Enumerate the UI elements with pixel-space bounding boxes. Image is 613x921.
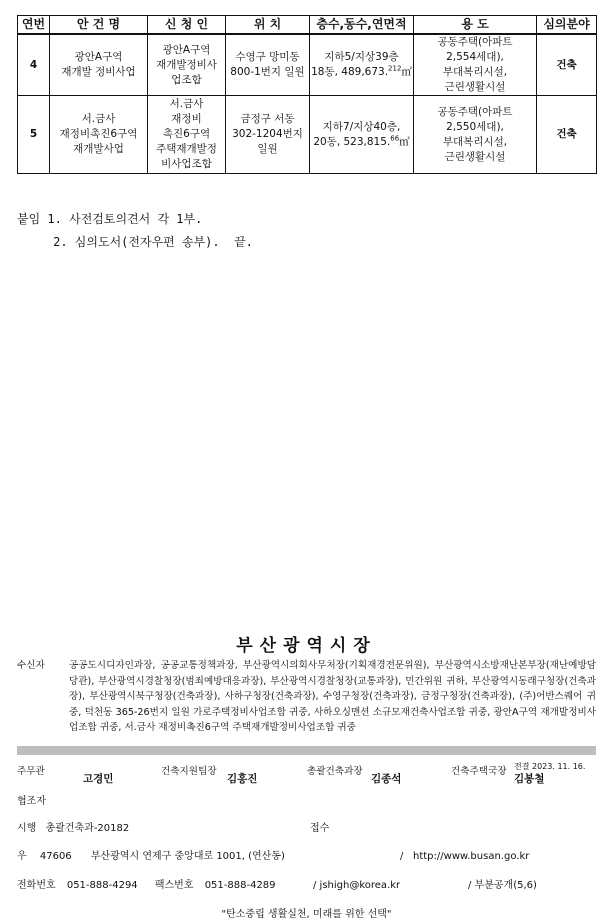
email-address[interactable]: / jshigh@korea.kr: [313, 880, 401, 891]
enforcement-label: 시행: [17, 823, 37, 834]
attachment-item-2: 2. 심의도서(전자우편 송부).: [53, 235, 220, 249]
review-table: [17, 15, 597, 174]
address-sep: /: [400, 851, 404, 862]
row-no: 4: [18, 34, 50, 96]
row-applicant: 서.금사 재정비 촉진6구역 주택재개발정 비사업조합: [148, 96, 226, 174]
address-line: [17, 850, 596, 864]
signer-1-name: 고경민: [83, 773, 114, 785]
postal-code: 47606: [39, 851, 72, 862]
col-header-floors: 층수,동수,연면적: [310, 16, 414, 35]
signer-2: [161, 766, 258, 785]
row-location: 수영구 망미동 800-1번지 일원: [226, 34, 310, 96]
address-text: 부산광역시 연제구 중앙대로 1001, (연산동): [90, 851, 285, 862]
postal-label: 우: [17, 851, 27, 862]
signer-2-name: 김홍진: [227, 773, 258, 785]
receipt-label: 접수: [310, 823, 330, 834]
enforcement-number: 총괄건축과-20182: [45, 823, 130, 834]
table-row: [18, 34, 597, 96]
row-use: 공동주택(아파트 2,554세대), 부대복리시설, 근린생활시설: [414, 34, 537, 96]
row-location: 금정구 서동 302-1204번지 일원: [226, 96, 310, 174]
row-floors: 지하5/지상39층 18동, 489,673.$^{212}$㎡: [310, 34, 414, 96]
col-header-location: 위 치: [226, 16, 310, 35]
row-name: 서.금사 재정비촉진6구역 재개발사업: [50, 96, 148, 174]
attachment-section: [17, 208, 253, 254]
signer-4-delegation: 전결 2023. 11. 16.: [514, 762, 586, 771]
col-header-applicant: 신 청 인: [148, 16, 226, 35]
signer-4-name: 김봉철: [514, 773, 545, 785]
table-row: [18, 96, 597, 174]
attachment-label: 붙임: [17, 212, 41, 226]
attachment-item-1: 1. 사전검토의견서 각 1부.: [47, 212, 203, 226]
end-mark: 끝.: [234, 235, 253, 249]
recipients-list: 공공도시디자인과장, 공공교통정책과장, 부산광역시의회사무처장(기획재경전문위원), 부산광역시소방재난본부장(재난예방담당관), 부산광역시경찰청장(범죄예방대응과장), 부산광역시경찰청장(교통과장), 민간위원 귀하, 부산광역시동래구청장(건축과장), 부산광역시북구청장(건축과장), 사하구청장(건축과장), 수영구청장(건축과장), 금정구청장(건축과장), (주)어반스퀘어 귀중, 덕천동 365-26번지 일원 가로주택정비사업조합 귀중, 사하오싱맨션 소규모재건축사업조합 귀중, 광안A구역 재개발정비사업조합 귀중, 서.금사 재정비촉진6구역 주택재개발정비사업조합 귀중: [69, 660, 596, 733]
col-header-name: 안 건 명: [50, 16, 148, 35]
recipients-section: [17, 658, 596, 736]
cooperator-label: 협조자: [17, 796, 46, 807]
signer-2-role: 건축지원팀장: [161, 766, 217, 777]
col-header-use: 용 도: [414, 16, 537, 35]
col-header-no: 연번: [18, 16, 50, 35]
recipients-label: 수신자: [17, 660, 45, 671]
table-header-row: [18, 16, 597, 35]
phone-label: 전화번호: [17, 880, 56, 891]
row-floors: 지하7/지상40층, 20동, 523,815.66㎡: [310, 96, 414, 174]
signer-3-name: 김종석: [371, 773, 402, 785]
row-name: 광안A구역 재개발 정비사업: [50, 34, 148, 96]
phone-number: 051-888-4294: [66, 880, 138, 891]
signer-3-role: 총괄건축과장: [307, 766, 363, 777]
row-no: 5: [18, 96, 50, 174]
divider-bar: [17, 746, 596, 755]
row-field: 건축: [537, 34, 597, 96]
signer-1: [17, 766, 114, 785]
row-use: 공동주택(아파트 2,550세대), 부대복리시설, 근린생활시설: [414, 96, 537, 174]
signer-1-role: 주무관: [17, 766, 45, 777]
website-link[interactable]: http://www.busan.go.kr: [413, 851, 530, 862]
signer-4-role: 건축주택국장: [451, 766, 507, 777]
row-field: 건축: [537, 96, 597, 174]
enforcement-line: [17, 822, 596, 836]
signer-3: [307, 766, 402, 785]
issuer-title: 부산광역시장: [236, 636, 377, 656]
disclosure-status: / 부분공개(5,6): [468, 880, 537, 891]
col-header-field: 심의분야: [537, 16, 597, 35]
fax-label: 팩스번호: [154, 880, 194, 891]
fax-number: 051-888-4289: [204, 880, 276, 891]
row-applicant: 광안A구역 재개발정비사 업조합: [148, 34, 226, 96]
signer-4: [451, 762, 586, 785]
contact-line: [17, 879, 596, 893]
slogan: "탄소중립 생활실천, 미래를 위한 선택": [221, 909, 392, 920]
